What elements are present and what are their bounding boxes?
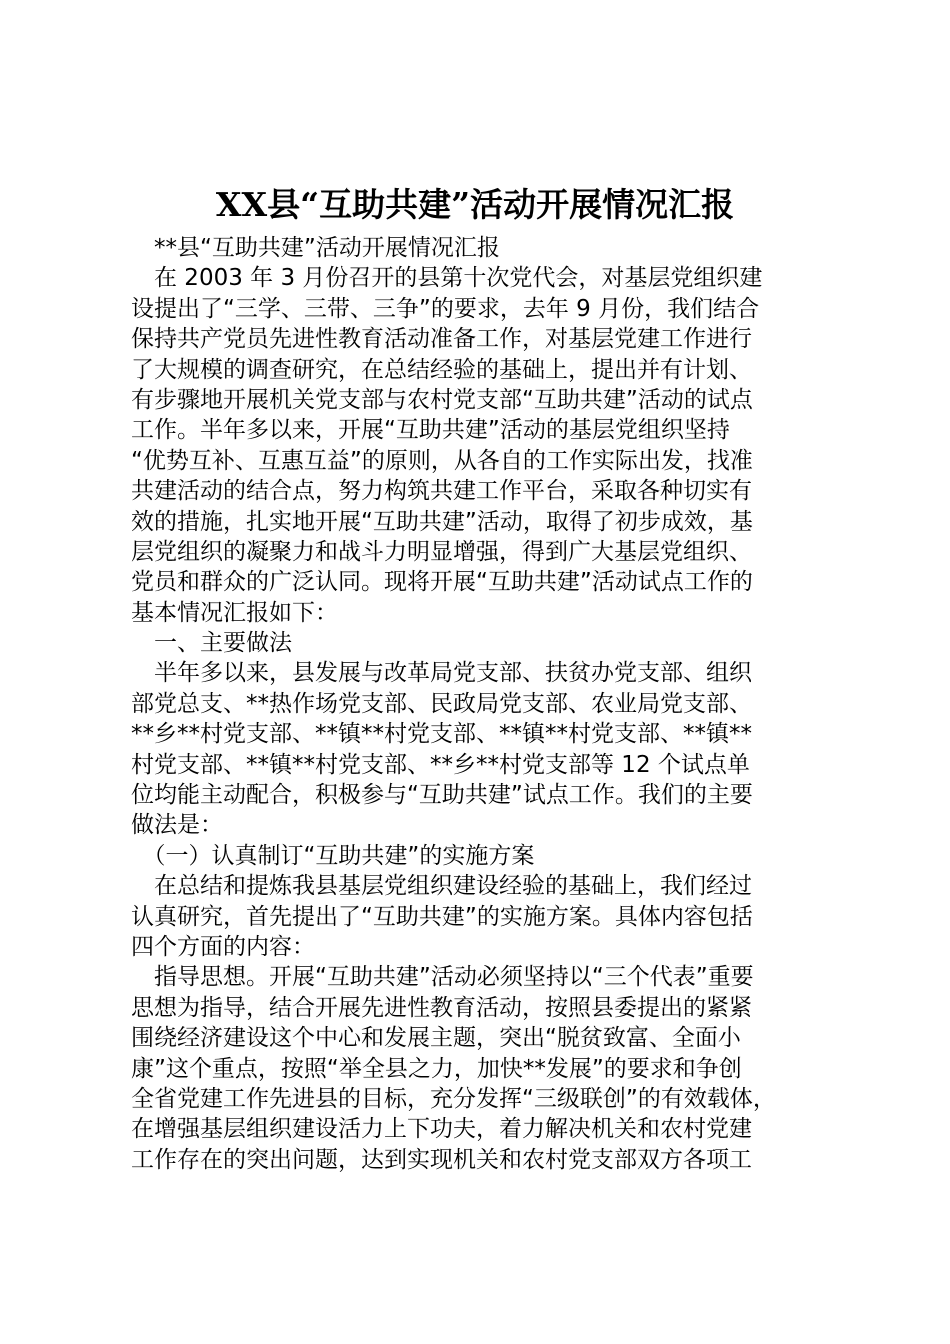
text-line: 效的措施，扎实地开展“互助共建”活动，取得了初步成效，基 bbox=[131, 508, 753, 535]
text-line: 半年多以来，县发展与改革局党支部、扶贫办党支部、组织 bbox=[131, 660, 752, 687]
text-line: 工作。半年多以来，开展“互助共建”活动的基层党组织坚持 bbox=[131, 417, 730, 444]
text-line: 做法是： bbox=[131, 812, 223, 839]
text-line: 认真研究，首先提出了“互助共建”的实施方案。具体内容包括 bbox=[131, 903, 753, 930]
text-line: “优势互补、互惠互益”的原则，从各自的工作实际出发，找准 bbox=[131, 447, 753, 474]
text-line: 工作存在的突出问题，达到实现机关和农村党支部双方各项工 bbox=[131, 1146, 752, 1173]
text-line: 党员和群众的广泛认同。现将开展“互助共建”活动试点工作的 bbox=[131, 569, 753, 596]
text-line: 村党支部、**镇**村党支部、**乡**村党支部等 12 个试点单 bbox=[131, 751, 750, 778]
text-line: 位均能主动配合，积极参与“互助共建”试点工作。我们的主要 bbox=[131, 782, 753, 809]
subsection-heading: （一）认真制订“互助共建”的实施方案 bbox=[131, 842, 535, 869]
text-line: 基本情况汇报如下： bbox=[131, 599, 338, 626]
text-line: 思想为指导，结合开展先进性教育活动，按照县委提出的紧紧 bbox=[131, 994, 752, 1021]
text-line: 部党总支、**热作场党支部、民政局党支部、农业局党支部、 bbox=[131, 690, 752, 717]
text-line: **县“互助共建”活动开展情况汇报 bbox=[131, 235, 500, 261]
text-line: 在 2003 年 3 月份召开的县第十次党代会，对基层党组织建 bbox=[131, 265, 763, 292]
text-line: 保持共产党员先进性教育活动准备工作，对基层党建工作进行 bbox=[131, 326, 752, 353]
text-line: 康”这个重点，按照“举全县之力，加快**发展”的要求和争创 bbox=[131, 1055, 742, 1082]
text-line: 四个方面的内容： bbox=[131, 933, 315, 960]
document-title: XX县“互助共建”活动开展情况汇报 bbox=[215, 185, 735, 224]
text-line: **乡**村党支部、**镇**村党支部、**镇**村党支部、**镇** bbox=[131, 721, 752, 748]
text-line: 共建活动的结合点，努力构筑共建工作平台，采取各种切实有 bbox=[131, 478, 752, 505]
text-line: 有步骤地开展机关党支部与农村党支部“互助共建”活动的试点 bbox=[131, 386, 753, 413]
text-line: 了大规模的调查研究，在总结经验的基础上，提出并有计划、 bbox=[131, 356, 752, 383]
text-line: 全省党建工作先进县的目标，充分发挥“三级联创”的有效载体， bbox=[131, 1085, 776, 1112]
text-line: 在增强基层组织建设活力上下功夫，着力解决机关和农村党建 bbox=[131, 1116, 752, 1143]
text-line: 围绕经济建设这个中心和发展主题，突出“脱贫致富、全面小 bbox=[131, 1025, 741, 1052]
text-line: 指导思想。开展“互助共建”活动必须坚持以“三个代表”重要 bbox=[131, 964, 754, 991]
text-line: 层党组织的凝聚力和战斗力明显增强，得到广大基层党组织、 bbox=[131, 538, 752, 565]
text-line: 设提出了“三学、三带、三争”的要求，去年 9 月份，我们结合 bbox=[131, 295, 760, 322]
section-heading: 一、主要做法 bbox=[131, 630, 292, 657]
text-line: 在总结和提炼我县基层党组织建设经验的基础上，我们经过 bbox=[131, 873, 752, 900]
document-body bbox=[131, 233, 831, 1175]
